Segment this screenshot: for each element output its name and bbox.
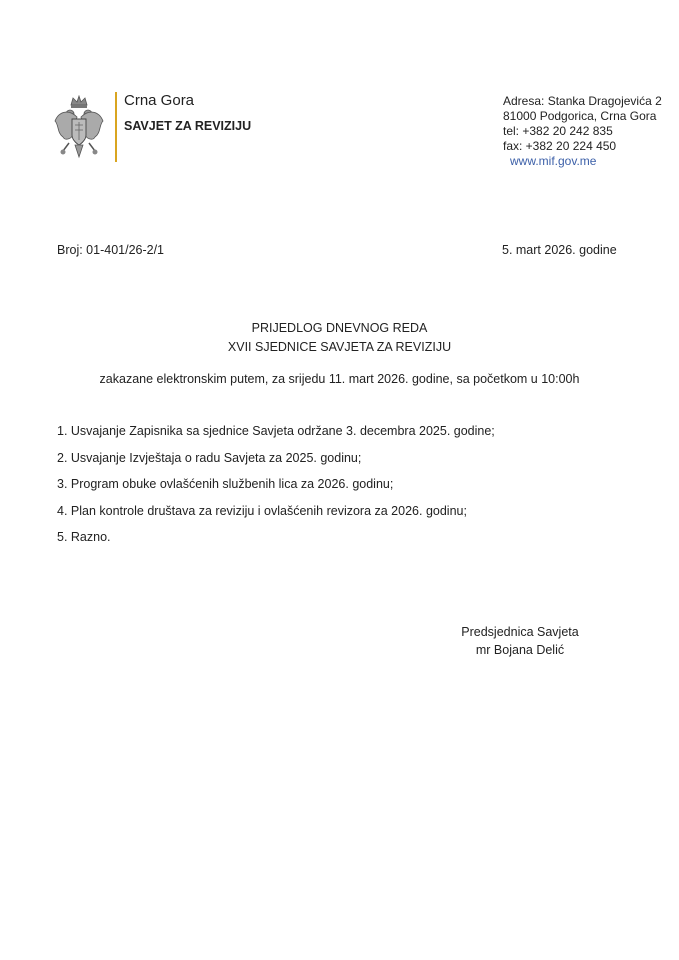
document-number: Broj: 01-401/26-2/1	[57, 243, 165, 257]
telephone: tel: +382 20 242 835	[503, 124, 613, 138]
website-link[interactable]: www.mif.gov.me	[510, 154, 597, 168]
document-title: PRIJEDLOG DNEVNOG REDA	[251, 321, 428, 335]
address-block	[503, 94, 662, 169]
agenda-item: 4. Plan kontrole društava za reviziju i ovlašćenih revizora za 2026. godinu;	[57, 503, 467, 518]
document-date: 5. mart 2026. godine	[502, 243, 617, 257]
signatory-name: mr Bojana Delić	[475, 643, 565, 657]
header-divider	[115, 92, 117, 162]
country-name: Crna Gora	[124, 92, 195, 109]
signatory-role: Predsjednica Savjeta	[461, 625, 579, 639]
montenegro-coat-of-arms-icon	[53, 95, 105, 161]
agenda-item: 5. Razno.	[57, 530, 111, 544]
fax: fax: +382 20 224 450	[503, 139, 617, 153]
agenda-item: 3. Program obuke ovlašćenih službenih lica za 2026. godinu;	[57, 477, 394, 491]
agenda-list	[57, 424, 495, 557]
city-line: 81000 Podgorica, Crna Gora	[503, 109, 657, 123]
address-line: Adresa: Stanka Dragojevića 2	[503, 94, 662, 108]
document-subtitle: XVII SJEDNICE SAVJETA ZA REVIZIJU	[227, 340, 452, 354]
agenda-item: 2. Usvajanje Izvještaja o radu Savjeta za 2025. godinu;	[57, 450, 362, 465]
organization-name: SAVJET ZA REVIZIJU	[124, 119, 252, 133]
agenda-item: 1. Usvajanje Zapisnika sa sjednice Savjeta održane 3. decembra 2025. godine;	[57, 424, 495, 438]
session-details: zakazane elektronskim putem, za srijedu 11. mart 2026. godine, sa početkom u 10:00h	[99, 372, 580, 386]
